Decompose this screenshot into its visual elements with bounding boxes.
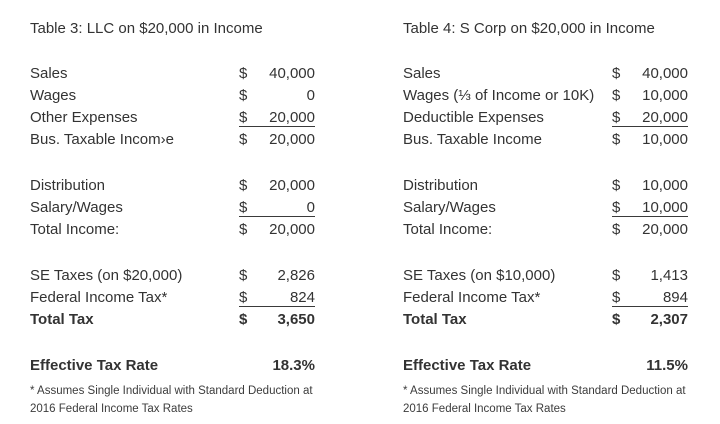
footnote-line-1: * Assumes Single Individual with Standard Deduction at bbox=[30, 385, 313, 397]
table-llc-title: Table 3: LLC on $20,000 in Income bbox=[30, 20, 263, 37]
table-scorp-title: Table 4: S Corp on $20,000 in Income bbox=[403, 20, 655, 37]
row-label: Wages bbox=[30, 87, 77, 104]
row-label: Sales bbox=[403, 65, 441, 82]
amount: 40,000 bbox=[269, 65, 315, 82]
amount: 20,000 bbox=[642, 221, 688, 238]
row-other-expenses bbox=[30, 109, 315, 131]
footnote bbox=[30, 382, 315, 418]
table-llc bbox=[30, 20, 315, 424]
currency-symbol: $ bbox=[612, 109, 621, 126]
table-scorp-distribution-group bbox=[403, 177, 688, 243]
row-label: SE Taxes (on $20,000) bbox=[30, 267, 183, 284]
table-llc-income-group bbox=[30, 65, 315, 153]
row-distribution bbox=[30, 177, 315, 199]
row-business-taxable-income bbox=[403, 131, 688, 153]
row-label: Other Expenses bbox=[30, 109, 138, 126]
amount: 20,000 bbox=[269, 131, 315, 148]
effective-tax-rate-label: Effective Tax Rate bbox=[30, 357, 159, 374]
row-total-tax bbox=[403, 311, 688, 333]
amount: 10,000 bbox=[642, 131, 688, 148]
table-llc-tax-group bbox=[30, 267, 315, 333]
row-total-income bbox=[403, 221, 688, 243]
row-federal-income-tax bbox=[403, 289, 688, 311]
effective-tax-rate-label: Effective Tax Rate bbox=[403, 357, 532, 374]
amount: 0 bbox=[306, 199, 315, 216]
row-value bbox=[612, 87, 688, 104]
row-label: Bus. Taxable Income bbox=[403, 131, 542, 148]
row-sales bbox=[30, 65, 315, 87]
amount: 20,000 bbox=[269, 177, 315, 194]
amount: 824 bbox=[289, 289, 315, 306]
currency-symbol: $ bbox=[239, 65, 248, 82]
currency-symbol: $ bbox=[239, 289, 248, 306]
amount: 0 bbox=[306, 87, 315, 104]
amount: 1,413 bbox=[650, 267, 688, 284]
row-label: Distribution bbox=[30, 177, 106, 194]
amount: 894 bbox=[662, 289, 688, 306]
amount: 40,000 bbox=[642, 65, 688, 82]
row-label: Distribution bbox=[403, 177, 479, 194]
row-value bbox=[612, 311, 688, 328]
table-scorp bbox=[403, 20, 688, 424]
currency-symbol: $ bbox=[612, 65, 621, 82]
row-label: Total Tax bbox=[30, 311, 94, 328]
footnote bbox=[403, 382, 688, 418]
row-value-underlined bbox=[239, 199, 315, 217]
row-federal-income-tax bbox=[30, 289, 315, 311]
amount: 10,000 bbox=[642, 177, 688, 194]
amount: 2,826 bbox=[277, 267, 315, 284]
row-value bbox=[612, 177, 688, 194]
currency-symbol: $ bbox=[612, 87, 621, 104]
row-se-taxes bbox=[403, 267, 688, 289]
row-label: Federal Income Tax* bbox=[30, 289, 168, 306]
amount: 10,000 bbox=[642, 87, 688, 104]
row-value bbox=[612, 267, 688, 284]
effective-tax-rate-value: 18.3% bbox=[272, 357, 315, 374]
currency-symbol: $ bbox=[239, 131, 248, 148]
row-se-taxes bbox=[30, 267, 315, 289]
currency-symbol: $ bbox=[239, 87, 248, 104]
currency-symbol: $ bbox=[612, 289, 621, 306]
row-value bbox=[239, 267, 315, 284]
row-label: Wages (⅓ of Income or 10K) bbox=[403, 87, 595, 104]
row-distribution bbox=[403, 177, 688, 199]
row-value bbox=[239, 177, 315, 194]
row-value bbox=[612, 131, 688, 148]
row-label: Total Income: bbox=[30, 221, 120, 238]
row-value bbox=[612, 221, 688, 238]
row-label: Salary/Wages bbox=[30, 199, 123, 216]
row-value bbox=[239, 311, 315, 328]
currency-symbol: $ bbox=[239, 267, 248, 284]
row-value-underlined bbox=[612, 199, 688, 217]
currency-symbol: $ bbox=[612, 177, 621, 194]
footnote-line-2: 2016 Federal Income Tax Rates bbox=[403, 403, 566, 415]
currency-symbol: $ bbox=[612, 199, 621, 216]
currency-symbol: $ bbox=[612, 267, 621, 284]
row-value-underlined bbox=[239, 109, 315, 127]
currency-symbol: $ bbox=[239, 109, 248, 126]
row-value-underlined bbox=[612, 289, 688, 307]
table-scorp-income-group bbox=[403, 65, 688, 153]
currency-symbol: $ bbox=[612, 131, 621, 148]
currency-symbol: $ bbox=[239, 221, 248, 238]
row-value-underlined bbox=[239, 289, 315, 307]
amount: 20,000 bbox=[269, 109, 315, 126]
currency-symbol: $ bbox=[239, 177, 248, 194]
currency-symbol: $ bbox=[239, 199, 248, 216]
amount: 2,307 bbox=[650, 311, 688, 328]
amount: 20,000 bbox=[269, 221, 315, 238]
row-label: Deductible Expenses bbox=[403, 109, 544, 126]
amount: 3,650 bbox=[277, 311, 315, 328]
amount: 20,000 bbox=[642, 109, 688, 126]
effective-tax-rate-value: 11.5% bbox=[646, 357, 688, 374]
currency-symbol: $ bbox=[239, 311, 248, 328]
row-label: Total Income: bbox=[403, 221, 493, 238]
row-total-tax bbox=[30, 311, 315, 333]
footnote-line-2: 2016 Federal Income Tax Rates bbox=[30, 403, 193, 415]
row-value bbox=[239, 87, 315, 104]
row-value bbox=[612, 65, 688, 82]
row-deductible-expenses bbox=[403, 109, 688, 131]
row-wages bbox=[30, 87, 315, 109]
table-llc-distribution-group bbox=[30, 177, 315, 243]
amount: 10,000 bbox=[642, 199, 688, 216]
row-value-underlined bbox=[612, 109, 688, 127]
row-label: Bus. Taxable Incom›e bbox=[30, 131, 174, 148]
row-salary-wages bbox=[30, 199, 315, 221]
row-label: Sales bbox=[30, 65, 68, 82]
effective-tax-rate-row bbox=[30, 357, 315, 379]
effective-tax-rate-row bbox=[403, 357, 688, 379]
row-value bbox=[239, 221, 315, 238]
row-sales bbox=[403, 65, 688, 87]
row-label: SE Taxes (on $10,000) bbox=[403, 267, 556, 284]
currency-symbol: $ bbox=[612, 311, 621, 328]
row-label: Total Tax bbox=[403, 311, 467, 328]
row-total-income bbox=[30, 221, 315, 243]
currency-symbol: $ bbox=[612, 221, 621, 238]
table-scorp-tax-group bbox=[403, 267, 688, 333]
row-label: Salary/Wages bbox=[403, 199, 496, 216]
row-salary-wages bbox=[403, 199, 688, 221]
row-wages bbox=[403, 87, 688, 109]
footnote-line-1: * Assumes Single Individual with Standard Deduction at bbox=[403, 385, 686, 397]
row-value bbox=[239, 131, 315, 148]
row-business-taxable-income bbox=[30, 131, 315, 153]
row-label: Federal Income Tax* bbox=[403, 289, 541, 306]
row-value bbox=[239, 65, 315, 82]
